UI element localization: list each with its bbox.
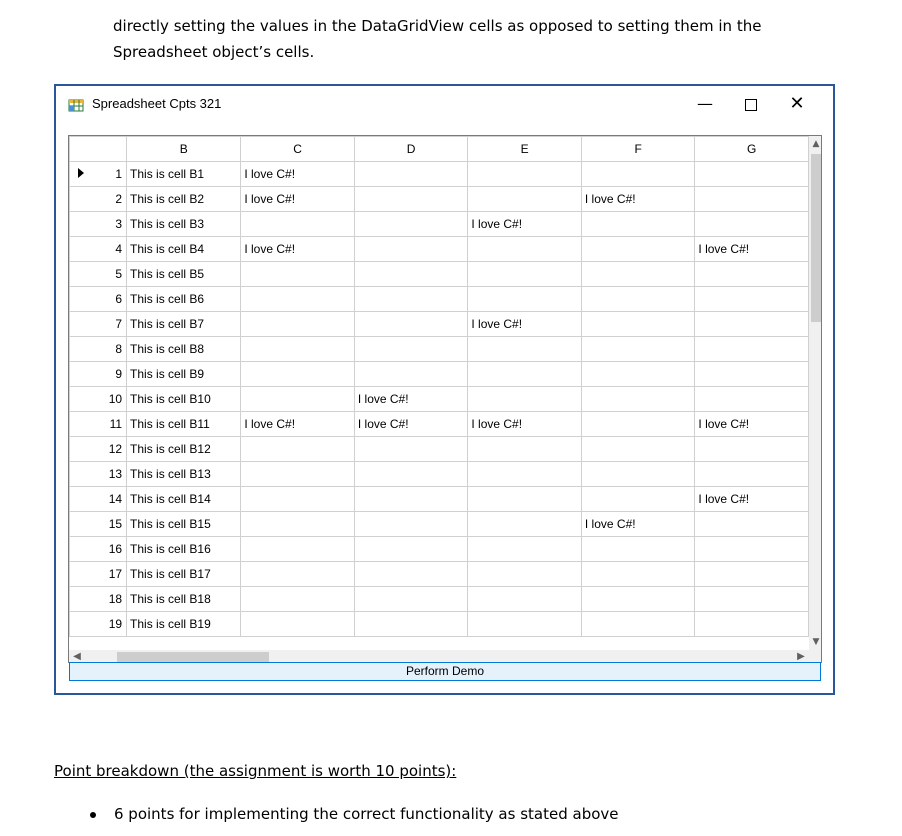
row-number: 12 (108, 442, 123, 456)
cell-f11[interactable] (581, 412, 695, 437)
table-row (70, 437, 809, 462)
table-row (70, 587, 809, 612)
document-paragraph-line-2: Spreadsheet object’s cells. (113, 43, 315, 61)
window-title: Spreadsheet Cpts 321 (92, 96, 222, 111)
cell-f18[interactable] (581, 587, 695, 612)
row-number: 16 (108, 542, 123, 556)
cell-c15[interactable] (241, 512, 355, 537)
cell-c1[interactable]: I love C#! (241, 162, 355, 187)
cell-g14[interactable]: I love C#! (695, 487, 809, 512)
row-number: 18 (108, 592, 123, 606)
bullet-item (90, 805, 619, 823)
cell-g18[interactable] (695, 587, 809, 612)
cell-c10[interactable] (241, 387, 355, 412)
row-header-19[interactable] (70, 612, 127, 637)
cell-f7[interactable] (581, 312, 695, 337)
cell-c19[interactable] (241, 612, 355, 637)
row-number: 6 (115, 292, 123, 306)
row-header-8[interactable] (70, 337, 127, 362)
row-header-17[interactable] (70, 562, 127, 587)
column-header-e[interactable]: E (468, 137, 582, 162)
cell-g7[interactable] (695, 312, 809, 337)
table-row (70, 237, 809, 262)
table-row (70, 537, 809, 562)
cell-g19[interactable] (695, 612, 809, 637)
cell-g2[interactable] (695, 187, 809, 212)
cell-f9[interactable] (581, 362, 695, 387)
table-row (70, 387, 809, 412)
table-row (70, 287, 809, 312)
cell-f13[interactable] (581, 462, 695, 487)
row-number: 14 (108, 492, 123, 506)
cell-f16[interactable] (581, 537, 695, 562)
row-header-5[interactable] (70, 262, 127, 287)
row-number: 10 (108, 392, 123, 406)
cell-c11[interactable]: I love C#! (241, 412, 355, 437)
bullet-text: 6 points for implementing the correct functionality as stated above (114, 805, 619, 823)
cell-g17[interactable] (695, 562, 809, 587)
cell-f3[interactable] (581, 212, 695, 237)
column-header-c[interactable]: C (241, 137, 355, 162)
cell-c17[interactable] (241, 562, 355, 587)
cell-b8[interactable]: This is cell B8 (127, 337, 241, 362)
cell-e12[interactable] (468, 437, 582, 462)
cell-b4[interactable]: This is cell B4 (127, 237, 241, 262)
row-header-4[interactable] (70, 237, 127, 262)
row-header-6[interactable] (70, 287, 127, 312)
cell-c2[interactable]: I love C#! (241, 187, 355, 212)
cell-f12[interactable] (581, 437, 695, 462)
cell-g12[interactable] (695, 437, 809, 462)
point-breakdown-heading: Point breakdown (the assignment is worth 10 points): (54, 762, 457, 780)
cell-e5[interactable] (468, 262, 582, 287)
row-number: 9 (115, 367, 123, 381)
table-row (70, 512, 809, 537)
cell-e15[interactable] (468, 512, 582, 537)
cell-d16[interactable] (354, 537, 468, 562)
cell-b13[interactable]: This is cell B13 (127, 462, 241, 487)
cell-b3[interactable]: This is cell B3 (127, 212, 241, 237)
cell-c3[interactable] (241, 212, 355, 237)
row-number: 19 (108, 617, 123, 631)
cell-c8[interactable] (241, 337, 355, 362)
cell-f10[interactable] (581, 387, 695, 412)
cell-f8[interactable] (581, 337, 695, 362)
cell-c9[interactable] (241, 362, 355, 387)
cell-d7[interactable] (354, 312, 468, 337)
cell-d1[interactable] (354, 162, 468, 187)
row-header-9[interactable] (70, 362, 127, 387)
spreadsheet-app-icon (68, 97, 84, 113)
cell-d4[interactable] (354, 237, 468, 262)
row-header-15[interactable] (70, 512, 127, 537)
column-header-f[interactable]: F (581, 137, 695, 162)
table-row (70, 162, 809, 187)
cell-e11[interactable]: I love C#! (468, 412, 582, 437)
row-header-1[interactable] (70, 162, 127, 187)
perform-demo-button[interactable]: Perform Demo (69, 662, 821, 681)
cell-f19[interactable] (581, 612, 695, 637)
table-row (70, 337, 809, 362)
spreadsheet-window (54, 84, 835, 695)
cell-g4[interactable]: I love C#! (695, 237, 809, 262)
row-header-11[interactable] (70, 412, 127, 437)
chevron-up-icon[interactable]: ▲ (812, 139, 820, 149)
row-header-10[interactable] (70, 387, 127, 412)
cell-e17[interactable] (468, 562, 582, 587)
cell-b1[interactable]: This is cell B1 (127, 162, 241, 187)
table-row (70, 187, 809, 212)
cell-g13[interactable] (695, 462, 809, 487)
cell-e19[interactable] (468, 612, 582, 637)
cell-e16[interactable] (468, 537, 582, 562)
cell-c6[interactable] (241, 287, 355, 312)
data-grid-view[interactable] (68, 135, 822, 663)
cell-b18[interactable]: This is cell B18 (127, 587, 241, 612)
cell-b7[interactable]: This is cell B7 (127, 312, 241, 337)
cell-b11[interactable]: This is cell B11 (127, 412, 241, 437)
row-header-18[interactable] (70, 587, 127, 612)
chevron-left-icon[interactable]: ◀ (73, 651, 81, 662)
vertical-scrollbar[interactable] (809, 136, 822, 650)
cell-c5[interactable] (241, 262, 355, 287)
cell-b14[interactable]: This is cell B14 (127, 487, 241, 512)
cell-e13[interactable] (468, 462, 582, 487)
chevron-down-icon[interactable]: ▼ (812, 637, 820, 647)
cell-d6[interactable] (354, 287, 468, 312)
table-row (70, 562, 809, 587)
cell-e14[interactable] (468, 487, 582, 512)
row-number: 15 (108, 517, 123, 531)
cell-g8[interactable] (695, 337, 809, 362)
cell-e10[interactable] (468, 387, 582, 412)
table-row (70, 612, 809, 637)
cell-e9[interactable] (468, 362, 582, 387)
table-row (70, 262, 809, 287)
row-number: 13 (108, 467, 123, 481)
cell-b17[interactable]: This is cell B17 (127, 562, 241, 587)
row-number: 2 (115, 192, 123, 206)
row-header-16[interactable] (70, 537, 127, 562)
cell-f4[interactable] (581, 237, 695, 262)
cell-e2[interactable] (468, 187, 582, 212)
cell-c12[interactable] (241, 437, 355, 462)
row-number: 5 (115, 267, 123, 281)
cell-e18[interactable] (468, 587, 582, 612)
cell-b16[interactable]: This is cell B16 (127, 537, 241, 562)
table-row (70, 212, 809, 237)
chevron-right-icon[interactable]: ▶ (797, 651, 805, 662)
column-header-b[interactable]: B (127, 137, 241, 162)
row-header-12[interactable] (70, 437, 127, 462)
cell-d18[interactable] (354, 587, 468, 612)
row-header-3[interactable] (70, 212, 127, 237)
cell-b19[interactable]: This is cell B19 (127, 612, 241, 637)
cell-b15[interactable]: This is cell B15 (127, 512, 241, 537)
row-number: 11 (109, 417, 123, 431)
cell-c18[interactable] (241, 587, 355, 612)
table-row (70, 362, 809, 387)
cell-d14[interactable] (354, 487, 468, 512)
row-number: 3 (115, 217, 123, 231)
cell-f6[interactable] (581, 287, 695, 312)
cell-d9[interactable] (354, 362, 468, 387)
row-selector-arrow-icon (78, 168, 84, 178)
cell-d13[interactable] (354, 462, 468, 487)
cell-e1[interactable] (468, 162, 582, 187)
top-left-header-cell[interactable] (70, 137, 127, 162)
cell-d3[interactable] (354, 212, 468, 237)
column-header-g[interactable]: G (695, 137, 809, 162)
cell-e8[interactable] (468, 337, 582, 362)
bullet-dot-icon (90, 812, 96, 818)
close-button[interactable]: ✕ (789, 93, 805, 114)
table-row (70, 312, 809, 337)
column-header-d[interactable]: D (354, 137, 468, 162)
cell-d2[interactable] (354, 187, 468, 212)
cell-e3[interactable]: I love C#! (468, 212, 582, 237)
table-row (70, 462, 809, 487)
cell-g16[interactable] (695, 537, 809, 562)
cell-b6[interactable]: This is cell B6 (127, 287, 241, 312)
cell-f1[interactable] (581, 162, 695, 187)
table-row (70, 487, 809, 512)
row-header-7[interactable] (70, 312, 127, 337)
cell-d12[interactable] (354, 437, 468, 462)
cell-c13[interactable] (241, 462, 355, 487)
cell-e4[interactable] (468, 237, 582, 262)
cell-e6[interactable] (468, 287, 582, 312)
cell-b10[interactable]: This is cell B10 (127, 387, 241, 412)
cell-f17[interactable] (581, 562, 695, 587)
row-number: 8 (115, 342, 123, 356)
maximize-icon (745, 99, 757, 111)
cell-f5[interactable] (581, 262, 695, 287)
cell-c4[interactable]: I love C#! (241, 237, 355, 262)
cell-b9[interactable]: This is cell B9 (127, 362, 241, 387)
cell-g11[interactable]: I love C#! (695, 412, 809, 437)
cell-d8[interactable] (354, 337, 468, 362)
window-titlebar[interactable] (56, 86, 833, 124)
horizontal-scroll-thumb[interactable] (117, 652, 269, 662)
row-number: 1 (115, 167, 123, 181)
cell-g6[interactable] (695, 287, 809, 312)
cell-c14[interactable] (241, 487, 355, 512)
cell-c7[interactable] (241, 312, 355, 337)
cell-d11[interactable]: I love C#! (354, 412, 468, 437)
cell-b5[interactable]: This is cell B5 (127, 262, 241, 287)
cell-g5[interactable] (695, 262, 809, 287)
cell-f14[interactable] (581, 487, 695, 512)
cell-d19[interactable] (354, 612, 468, 637)
row-header-2[interactable] (70, 187, 127, 212)
cell-e7[interactable]: I love C#! (468, 312, 582, 337)
document-paragraph-line-1: directly setting the values in the DataGridView cells as opposed to setting them in the (113, 17, 762, 35)
cell-c16[interactable] (241, 537, 355, 562)
row-number: 17 (108, 567, 123, 581)
cell-d10[interactable]: I love C#! (354, 387, 468, 412)
cell-d15[interactable] (354, 512, 468, 537)
vertical-scroll-thumb[interactable] (811, 154, 821, 322)
cell-g1[interactable] (695, 162, 809, 187)
cell-g10[interactable] (695, 387, 809, 412)
maximize-button[interactable] (728, 86, 774, 122)
row-number: 4 (115, 242, 123, 256)
cell-g15[interactable] (695, 512, 809, 537)
table-row (70, 412, 809, 437)
column-header-row (70, 137, 809, 162)
row-header-13[interactable] (70, 462, 127, 487)
cell-d5[interactable] (354, 262, 468, 287)
cell-b12[interactable]: This is cell B12 (127, 437, 241, 462)
cell-g9[interactable] (695, 362, 809, 387)
cell-f15[interactable]: I love C#! (581, 512, 695, 537)
cell-d17[interactable] (354, 562, 468, 587)
cell-f2[interactable]: I love C#! (581, 187, 695, 212)
minimize-button[interactable]: — (697, 94, 713, 113)
spreadsheet-grid (69, 136, 809, 637)
row-header-14[interactable] (70, 487, 127, 512)
cell-b2[interactable]: This is cell B2 (127, 187, 241, 212)
cell-g3[interactable] (695, 212, 809, 237)
row-number: 7 (115, 317, 123, 331)
